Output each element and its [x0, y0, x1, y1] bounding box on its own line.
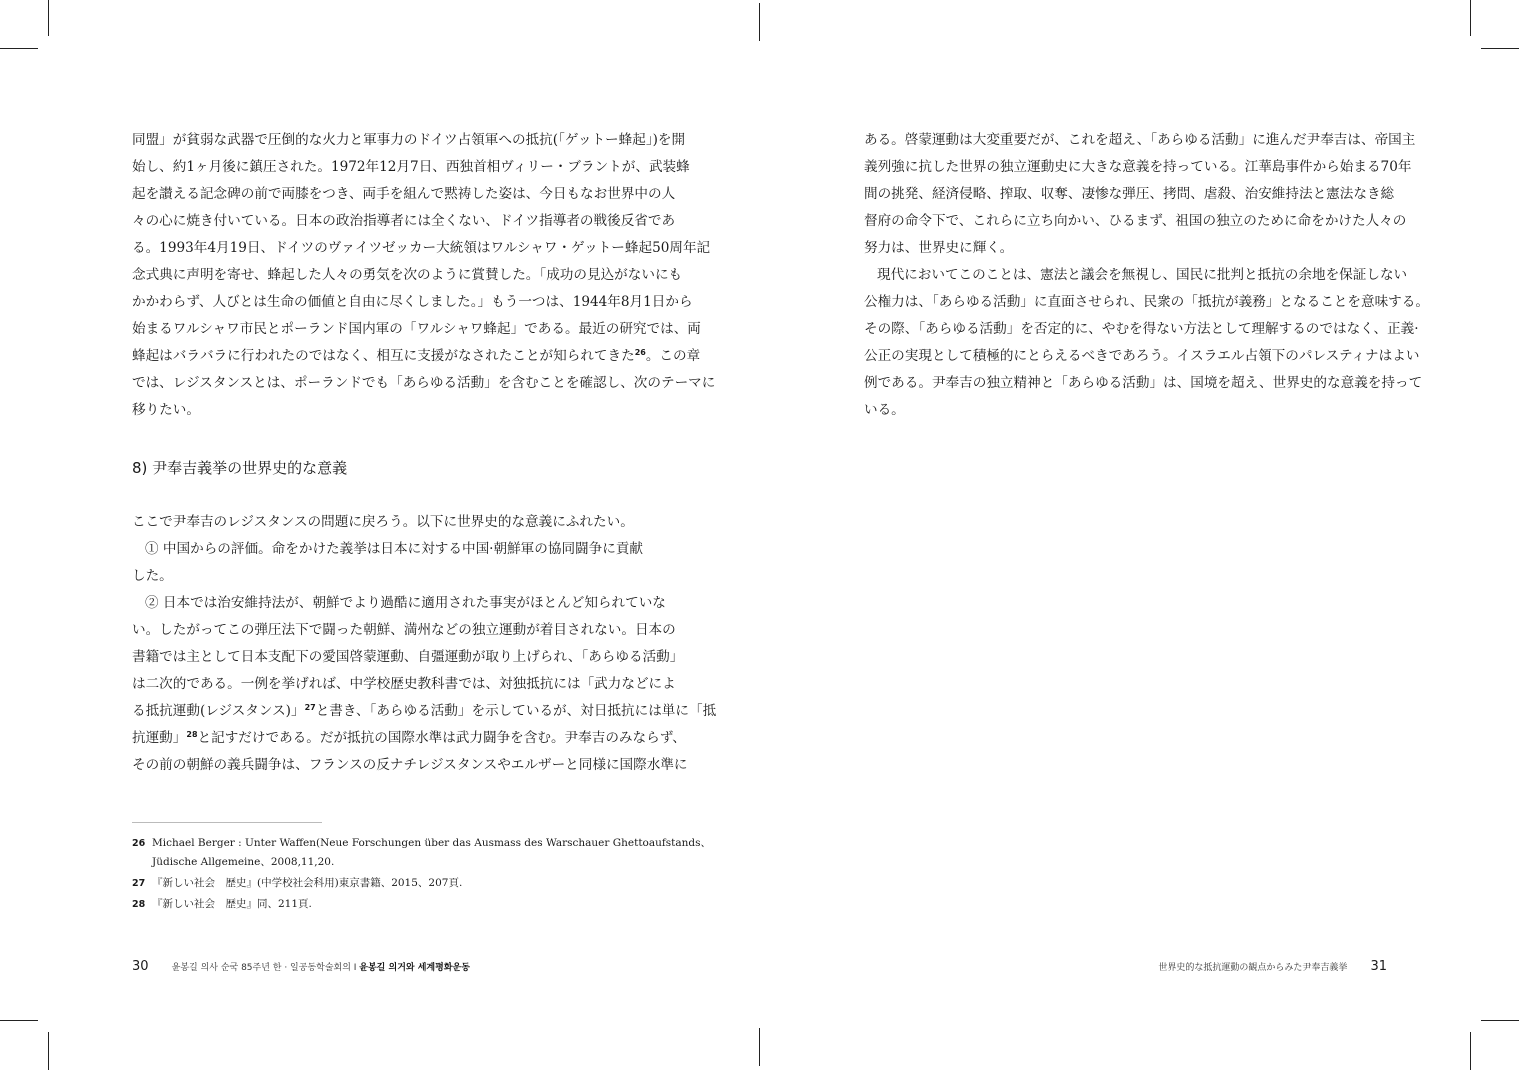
text-line: 同盟」が貧弱な武器で圧倒的な火力と軍事力のドイツ占領軍への抵抗(「ゲットー蜂起」)を開 — [132, 132, 686, 148]
running-head-plain: 윤봉길 의사 순국 85주년 한 · 일공동학술회의 I — [171, 963, 360, 973]
text-line: いる。 — [864, 402, 905, 418]
point-2-line: い。したがってこの弾圧法下で闘った朝鮮、満州などの独立運動が着目されない。日本の — [132, 622, 676, 638]
text-line: 義列強に抗した世界の独立運動史に大きな意義を持っている。江華島事件から始まる70年 — [864, 159, 1412, 175]
page-number: 30 — [132, 959, 149, 974]
crop-mark — [48, 1032, 49, 1070]
text-line: 間の挑発、経済侵略、搾取、収奪、凄惨な弾圧、拷問、虐殺、治安維持法と憲法なき総 — [864, 186, 1395, 202]
text-line — [132, 343, 701, 370]
text-line: かかわらず、人びとは生命の価値と自由に尽くしました。」もう一つは、1944年8月1日から — [132, 294, 693, 310]
point-2-line: ② 日本では治安維持法が、朝鮮でより過酷に適用された事実がほとんど知られていな — [145, 595, 666, 611]
crop-mark — [759, 1028, 760, 1066]
footnote-text: 『新しい社会 歴史』(中学校社会科用)東京書籍、2015、207頁. — [152, 877, 463, 889]
footnote-text: 『新しい社会 歴史』同、211頁. — [152, 898, 312, 910]
left-body-text-2 — [132, 509, 716, 779]
footnote-number: 26 — [132, 838, 146, 849]
text-segment: る抵抗運動(レジスタンス)」 — [132, 703, 305, 719]
point-2-line — [132, 725, 716, 752]
text-line: 公権力は、「あらゆる活動」に直面させられ、民衆の「抵抗が義務」となることを意味する。 — [864, 294, 1429, 310]
text-line: 公正の実現として積極的にとらえるべきであろう。イスラエル占領下のパレスティナはよい — [864, 348, 1420, 364]
text-line: その際、「あらゆる活動」を否定的に、やむを得ない方法として理解するのではなく、正義· — [864, 321, 1419, 337]
crop-mark — [0, 1020, 38, 1021]
footnote-28 — [132, 895, 662, 914]
text-line: 始し、約1ヶ月後に鎮圧された。1972年12月7日、西独首相ヴィリー・ブラントが、武装蜂 — [132, 159, 690, 175]
page-number: 31 — [1370, 959, 1387, 974]
point-2-line: その前の朝鮮の義兵闘争は、フランスの反ナチレジスタンスやエルザーと同様に国際水準に — [132, 757, 688, 773]
text-segment: と記すだけである。だが抵抗の国際水準は武力闘争を含む。尹奉吉のみならず、 — [197, 730, 686, 746]
intro-line: ここで尹奉吉のレジスタンスの問題に戻ろう。以下に世界史的な意義にふれたい。 — [132, 514, 634, 530]
text-line: る。1993年4月19日、ドイツのヴァイツゼッカー大統領はワルシャワ・ゲットー蜂起50周年記 — [132, 240, 711, 256]
text-line: 努力は、世界史に輝く。 — [864, 240, 1014, 256]
left-footer — [132, 955, 470, 974]
running-head-bold: 윤봉길 의거와 세계평화운동 — [359, 963, 470, 973]
text-line: 々の心に焼き付いている。日本の政治指導者には全くない、ドイツ指導者の戦後反省であ — [132, 213, 676, 229]
crop-mark — [0, 48, 38, 49]
text-segment: と書き、「あらゆる活動」を示しているが、対日抵抗には単に「抵 — [315, 703, 717, 719]
footnote-26 — [132, 834, 712, 853]
crop-mark — [1470, 1032, 1471, 1070]
left-body-text — [132, 127, 716, 424]
crop-mark — [759, 3, 760, 41]
crop-mark — [1481, 48, 1519, 49]
point-1-line: ① 中国からの評価。命をかけた義挙は日本に対する中国·朝鮮軍の協同闘争に貢献 — [145, 541, 644, 557]
text-segment: 。この章 — [645, 348, 701, 364]
text-line: ある。啓蒙運動は大変重要だが、これを超え、「あらゆる活動」に進んだ尹奉吉は、帝国主 — [864, 132, 1416, 148]
point-2-line: は二次的である。一例を挙げれば、中学校歴史教科書では、対独抵抗には「武力などによ — [132, 676, 676, 692]
crop-mark — [48, 0, 49, 36]
text-segment: 蜂起はバラバラに行われたのではなく、相互に支援がなされたことが知られてきた — [132, 348, 635, 364]
section-heading: 8) 尹奉吉義挙の世界史的な意義 — [132, 459, 348, 477]
footnote-number: 27 — [132, 878, 146, 889]
right-body-text — [864, 127, 1429, 424]
point-1-line: した。 — [132, 568, 173, 584]
footnote-ref-28[interactable]: 28 — [186, 730, 198, 739]
text-line: 移りたい。 — [132, 402, 200, 418]
text-line: 始まるワルシャワ市民とポーランド国内軍の「ワルシャワ蜂起」である。最近の研究では、両 — [132, 321, 701, 337]
text-line: 督府の命令下で、これらに立ち向かい、ひるまず、祖国の独立のために命をかけた人々の — [864, 213, 1407, 229]
point-2-line: 書籍では主として日本支配下の愛国啓蒙運動、自彊運動が取り上げられ、「あらゆる活動」 — [132, 649, 684, 665]
footnote-text: Michael Berger : Unter Waffen(Neue Forschungen über das Ausmass des Warschauer Ghettoaufstands、 — [152, 837, 712, 849]
point-2-line — [132, 698, 716, 725]
crop-mark — [1470, 0, 1471, 36]
footnote-27 — [132, 874, 662, 893]
text-line: 念式典に声明を寄せ、蜂起した人々の勇気を次のように賞賛した。「成功の見込がないにも — [132, 267, 683, 283]
footnote-ref-26[interactable]: 26 — [634, 348, 646, 357]
footnote-number: 28 — [132, 899, 146, 910]
text-line: 起を讃える記念碑の前で両膝をつき、両手を組んで黙祷した姿は、今日もなお世界中の人 — [132, 186, 676, 202]
footnote-ref-27[interactable]: 27 — [304, 703, 316, 712]
footnotes — [132, 834, 712, 914]
crop-mark — [1481, 1020, 1519, 1021]
text-line: では、レジスタンスとは、ポーランドでも「あらゆる活動」を含むことを確認し、次のテーマに — [132, 375, 716, 391]
running-head — [172, 963, 470, 973]
right-footer — [1158, 955, 1387, 974]
footnote-divider — [132, 822, 322, 823]
footnote-26-cont: Jüdische Allgemeine、2008,11,20. — [152, 856, 335, 868]
text-line: 例である。尹奉吉の独立精神と「あらゆる活動」は、国境を超え、世界史的な意義を持って — [864, 375, 1423, 391]
text-line: 現代においてこのことは、憲法と議会を無視し、国民に批判と抵抗の余地を保証しない — [877, 267, 1408, 283]
running-head: 世界史的な抵抗運動の観点からみた尹奉吉義挙 — [1158, 963, 1348, 973]
text-segment: 抗運動」 — [132, 730, 187, 746]
